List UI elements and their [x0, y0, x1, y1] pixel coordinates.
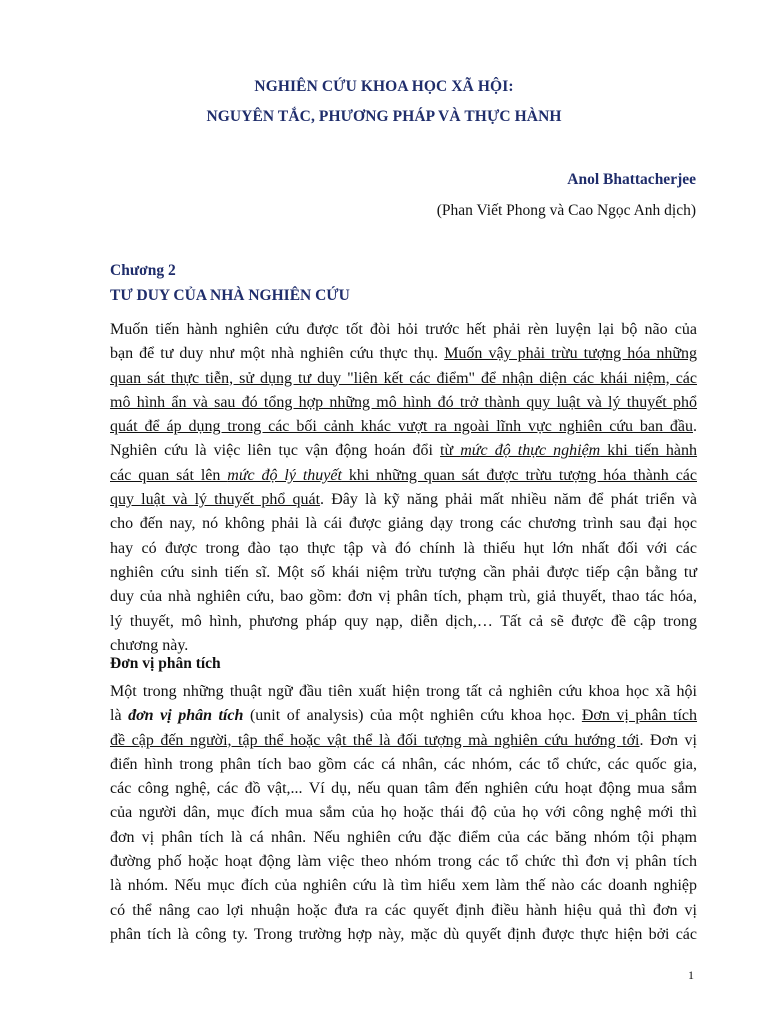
underlined-text: đề cập đến người, tập thể hoặc vật thể là đối tượng mà nghiên cứu hướng tới: [110, 731, 640, 749]
underlined-text: quan sát thực tiễn, sử dụng tư duy "liên kết các điểm" để nhận diện các khái niệm, các: [110, 369, 697, 387]
paragraph-line: quát để áp dụng trong các bối cảnh khác vượt ra ngoài lĩnh vực nghiên cứu ban đầu.: [110, 418, 697, 436]
paragraph-line: điển hình trong phân tích bao gồm các cá nhân, các nhóm, các tổ chức, các quốc gia,: [110, 755, 697, 773]
paragraph-line: các công nghệ, các đồ vật,... Ví dụ, nếu quan tâm đến nghiên cứu hoạt động mua sắm: [110, 780, 697, 798]
document-title-line-1: NGHIÊN CỨU KHOA HỌC XÃ HỘI:: [254, 78, 514, 95]
underlined-text: từ mức độ thực nghiệm khi tiến hành: [440, 442, 698, 460]
italic-term: mức độ lý thuyết: [227, 466, 342, 484]
section-heading: Đơn vị phân tích: [110, 655, 221, 672]
paragraph-line: có thể nâng cao lợi nhuận hoặc đưa ra các quyết định điều hành hiệu quả thì đơn vị: [110, 901, 697, 919]
chapter-number: Chương 2: [110, 262, 176, 279]
paragraph-line: đường phố hoặc hoạt động làm việc theo nhóm trong các tổ chức thì đơn vị phân tích: [110, 853, 697, 871]
paragraph-line: đơn vị phân tích là cá nhân. Nếu nghiên cứu đặc điểm của các băng nhóm tội phạm: [110, 828, 697, 846]
paragraph-line: là nhóm. Nếu mục đích của nghiên cứu là tìm hiểu xem làm thế nào các doanh nghiệp: [110, 877, 697, 895]
paragraph-line: phân tích là công ty. Trong trường hợp này, mặc dù quyết định được thực hiện bởi các: [110, 925, 697, 943]
underlined-text: quy luật và lý thuyết phổ quát: [110, 491, 321, 509]
paragraph-line: [110, 464, 697, 488]
unit-of-analysis-paragraph: [110, 680, 697, 947]
italic-term: mức độ thực nghiệm: [460, 442, 601, 460]
intro-paragraph: [110, 318, 697, 658]
paragraph-line: là đơn vị phân tích (unit of analysis) của một nghiên cứu khoa học. Đơn vị phân tích: [110, 707, 698, 725]
page-number: 1: [688, 968, 694, 982]
underlined-text: Đơn vị phân tích: [581, 707, 698, 725]
paragraph-line: hay có được trong đào tạo thực tập và đó chính là thiếu hụt lớn nhất đối với các: [110, 539, 697, 557]
chapter-title: TƯ DUY CỦA NHÀ NGHIÊN CỨU: [110, 287, 350, 304]
paragraph-line: đề cập đến người, tập thể hoặc vật thể là đối tượng mà nghiên cứu hướng tới. Đơn vị: [110, 731, 698, 749]
paragraph-line: nghiên cứu sinh tiến sĩ. Một số khái niệm trừu tượng cần phải được tiếp cận bằng tư: [110, 563, 697, 581]
underlined-text: mô hình ẩn và sau đó tổng hợp những mô hình đó trở thành quy luật và lý thuyết phổ: [110, 393, 697, 411]
document-title-line-2: NGUYÊN TẮC, PHƯƠNG PHÁP VÀ THỰC HÀNH: [206, 108, 562, 125]
paragraph-line: bạn để tư duy như một nhà nghiên cứu thực thụ. Muốn vậy phải trừu tượng hóa những: [110, 345, 698, 363]
paragraph-line: [110, 391, 697, 415]
paragraph-line: duy của nhà nghiên cứu, bao gồm: đơn vị phân tích, phạm trù, giả thuyết, thao tác hóa,: [110, 588, 697, 606]
paragraph-line: Một trong những thuật ngữ đầu tiên xuất hiện trong tất cả nghiên cứu khoa học xã hội: [110, 683, 697, 700]
paragraph-line: Muốn tiến hành nghiên cứu được tốt đòi hỏi trước hết phải rèn luyện lại bộ não của: [110, 321, 697, 338]
bold-italic-term: đơn vị phân tích: [128, 707, 244, 725]
paragraph-line: quy luật và lý thuyết phổ quát. Đây là kỹ năng phải mất nhiều năm để phát triển và: [110, 491, 697, 509]
author-name: Anol Bhattacherjee: [567, 171, 696, 188]
paragraph-line: cho đến nay, nó không phải là cái được giảng dạy trong các chương trình sau đại học: [110, 515, 697, 533]
translator-credit: (Phan Viết Phong và Cao Ngọc Anh dịch): [436, 202, 696, 219]
underlined-text: Muốn vậy phải trừu tượng hóa những: [444, 345, 698, 363]
paragraph-line: Nghiên cứu là việc liên tục vận động hoán đổi từ mức độ thực nghiệm khi tiến hành: [110, 442, 698, 460]
paragraph-line: [110, 367, 697, 391]
underlined-text: quát để áp dụng trong các bối cảnh khác vượt ra ngoài lĩnh vực nghiên cứu ban đầu: [110, 418, 693, 436]
paragraph-line: chương này.: [110, 636, 189, 654]
paragraph-line: của người dân, mục đích mua sắm của họ hoặc thái độ của họ với công nghệ mới thì: [110, 804, 697, 822]
underlined-text: các quan sát lên mức độ lý thuyết khi những quan sát được trừu tượng hóa thành các: [110, 466, 697, 484]
paragraph-line: lý thuyết, mô hình, phương pháp quy nạp, diễn dịch,… Tất cả sẽ được đề cập trong: [110, 612, 697, 630]
